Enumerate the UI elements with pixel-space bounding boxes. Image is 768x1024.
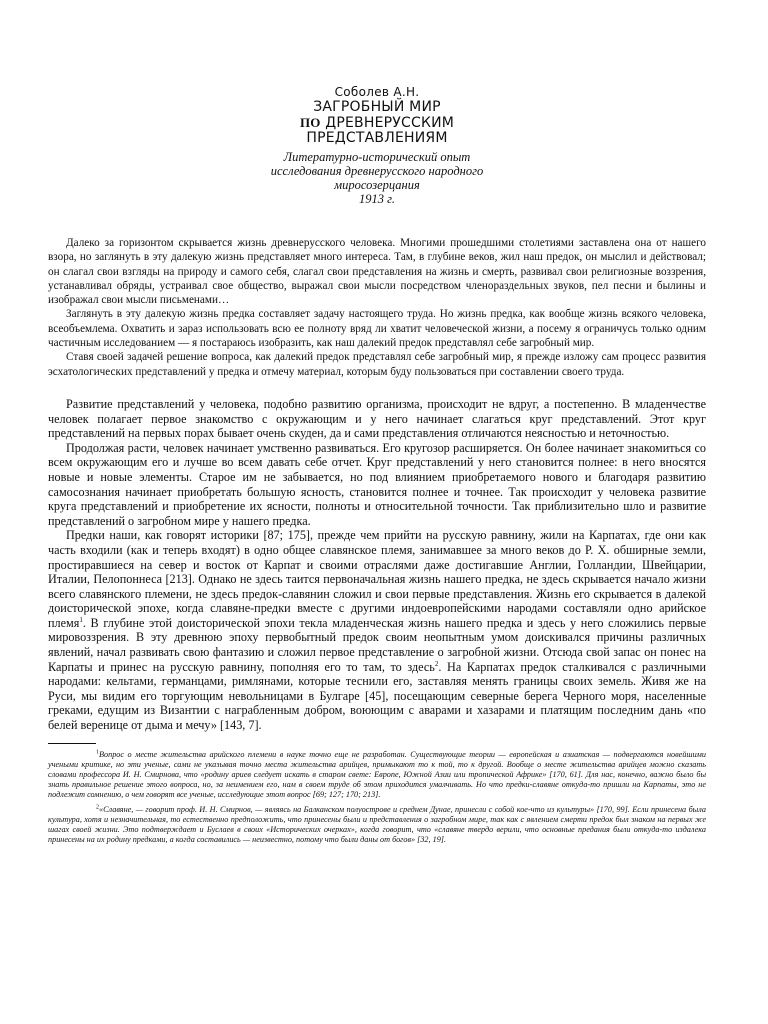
body-text: Предки наши, как говорят историки [87; 175], прежде чем прийти на русскую равнину, жили на Карпатах, где они как часть входили (как и теперь входят) в одно общее славянское племя, занимавшее за много веков до Р. Х. обширные земли, простиравшиеся на север и восток от Карпат и своими отраслями даже достигавшие Англии, Голландии, Швейцарии, Италии, Пелопоннеса [213]. Однако не здесь таится первоначальная жизнь нашего предка, не здесь скрывается начало жизни всего славянского племени, не здесь предок-славянин сложил и свои первые представления. Жизнь его скрывается в далекой доисторической эпохе, когда славяне-предки вместе с другими индоевропейскими народами составляли одно арийское племя	[48, 528, 706, 630]
footnote-2-text: «Славяне, — говорит проф. И. Н. Смирнов, — являясь на Балканском полуострове и среднем Дунае, принесли с собой кое-что из культуры» [170, 99]. Если принесена была культура, хотя и незначительная, то естественно предположить, что принесены были и представления о загробном мире, так как с явлением смерти предок был знаком на первых же шагах своей жизни. Это подтверждает и Буслаев в своих «Исторических очерках», когда говорит, что «славяне твердо верили, что основные предания были откуда-то издалека принесены на их родину предками, а когда составились — неизвестно, потому что были даны от богов» [32, 19].	[48, 805, 706, 845]
footnote-1-mark: 1	[96, 748, 99, 755]
main-text	[48, 397, 706, 733]
title-block	[48, 84, 706, 206]
introduction	[48, 236, 706, 379]
footnote-divider	[48, 743, 96, 744]
book-title-line-2	[48, 115, 706, 131]
footnote-ref-1[interactable]: 1	[79, 615, 83, 624]
footnote-1-text: Вопрос о месте жительства арийского племени в науке точно еще не разработан. Существующие теории — европейская и азиатская — подвергаются новейшими учеными критике, но эти ученые, сами не указывая точно места жительства арийцев, примыкают то к той, то к другой. Вообще о месте жительства арийцев можно сказать словами профессора И. Н. Смирнова, что «родину ариев следует искать в старом свете: Европе, Южной Азии или тропической Африке» [170, 61]. Для нас, конечно, важно было бы знать правильное решение этого вопроса, но, за неимением его, нам в своем труде об этом приходится умалчивать. Но что предки-славяне откуда-то пришли на Карпаты, это не подлежит сомнению, о чем говорят все ученые, исследующие этот вопрос [69; 127; 170; 213].	[48, 749, 706, 799]
body-paragraph	[48, 528, 706, 732]
document-page	[48, 80, 706, 850]
intro-paragraph: Далеко за горизонтом скрывается жизнь древнерусского человека. Многими прошедшими столетиями заставлена она от нашего взора, но заглянуть в эту далекую жизнь представляет много интереса. Там, в глубине веков, жил наш предок, он мыслил и действовал; он слагал свои взгляды на природу и самого себя, слагал свои представления на жизнь и смерть, развивал свои религиозные воззрения, устанавливал обряды, устраивал свое общество, выражал свои мысли посредством членораздельных звуков, пел песни и былины и изображал свои мысли письменами…	[48, 237, 706, 307]
footnote-ref-2[interactable]: 2	[434, 659, 439, 668]
footnote-2	[48, 805, 706, 845]
body-text: . На Карпатах предок сталкивался с различными народами: кельтами, германцами, римлянами, которые теснили его, заставляя менять границы своих земель. Живя же на Руси, мы видим его торгующим невольницами в Булгаре [45], посещающим северные берега Черного моря, населенные греками, едущим из Византии с награбленным добром, воюющим с аварами и хазарами и платящим последним дань «по белей веренице от дыма и мечу» [143, 7].	[48, 659, 706, 733]
body-paragraph: Продолжая расти, человек начинает умственно развиваться. Его кругозор расширяется. Он более начинает знакомиться со всем окружающим его и лучше во всем давать себе отчет. Круг представлений у него становится полнее: в него вносятся новые и новые элементы. Старое им не забывается, но под влиянием приобретаемого нового и благодаря развитию самосознания начинает приобретать большую ясность, становится полнее и точнее. Так происходит у человека развитие круга представлений и приобретение их ясности, полноты и относительной точности. Так приблизительно шло и развитие представлений о загробном мире у нашего предка.	[48, 440, 706, 528]
intro-paragraph: Ставя своей задачей решение вопроса, как далекий предок представлял себе загробный мир, я прежде изложу сам процесс развития эсхатологических представлений у предка и отмечу материал, которым буду пользоваться при составлении своего труда.	[48, 351, 706, 378]
subtitle-line-2: исследования древнерусского народного	[270, 164, 484, 178]
book-title-line-1: ЗАГРОБНЫЙ МИР	[313, 99, 441, 115]
subtitle-line-3: миросозерцания	[334, 178, 420, 192]
title-po: ПО	[299, 115, 321, 130]
title-line-2-rest: ДРЕВНЕРУССКИМ	[320, 115, 455, 131]
intro-paragraph: Заглянуть в эту далекую жизнь предка составляет задачу настоящего труда. Но жизнь предка, как вообще жизнь всякого человека, всеобъемлема. Охватить и зараз использовать всю ее полноту вряд ли хватит человеческой жизни, а посему я ограничусь только одним частичным исследованием — я постараюсь изобразить, как наш далекий предок представлял себе загробный мир.	[48, 308, 706, 350]
book-title-line-3: ПРЕДСТАВЛЕНИЯМ	[306, 130, 448, 146]
subtitle-line-1: Литературно-исторический опыт	[283, 150, 471, 164]
body-text: . В глубине этой доисторической эпохи текла младенческая жизнь нашего предка и здесь у него сложились первые мировоззрения. В эту древнюю эпоху первобытный предок своим неопытным умом доискивался причины различных явлений, начал развивать свою фантазию и сложил первое представление о загробной жизни. Отсюда свой запас он понес на Карпаты и принес на русскую равнину, пополняя его то там, то здесь	[48, 615, 706, 674]
author-name: Соболев А.Н.	[334, 85, 420, 99]
footnotes	[48, 750, 706, 846]
publication-year: 1913 г.	[359, 192, 395, 206]
footnote-2-mark: 2	[96, 804, 99, 811]
footnote-1	[48, 750, 706, 800]
body-paragraph: Развитие представлений у человека, подобно развитию организма, происходит не вдруг, а постепенно. В младенчестве человек полагает первое знакомство с окружающим и у него начинает слагаться круг представлений. Этот круг представлений на первых порах бывает очень скуден, да и сами представления отличаются неясностью и неточностью.	[48, 396, 706, 441]
